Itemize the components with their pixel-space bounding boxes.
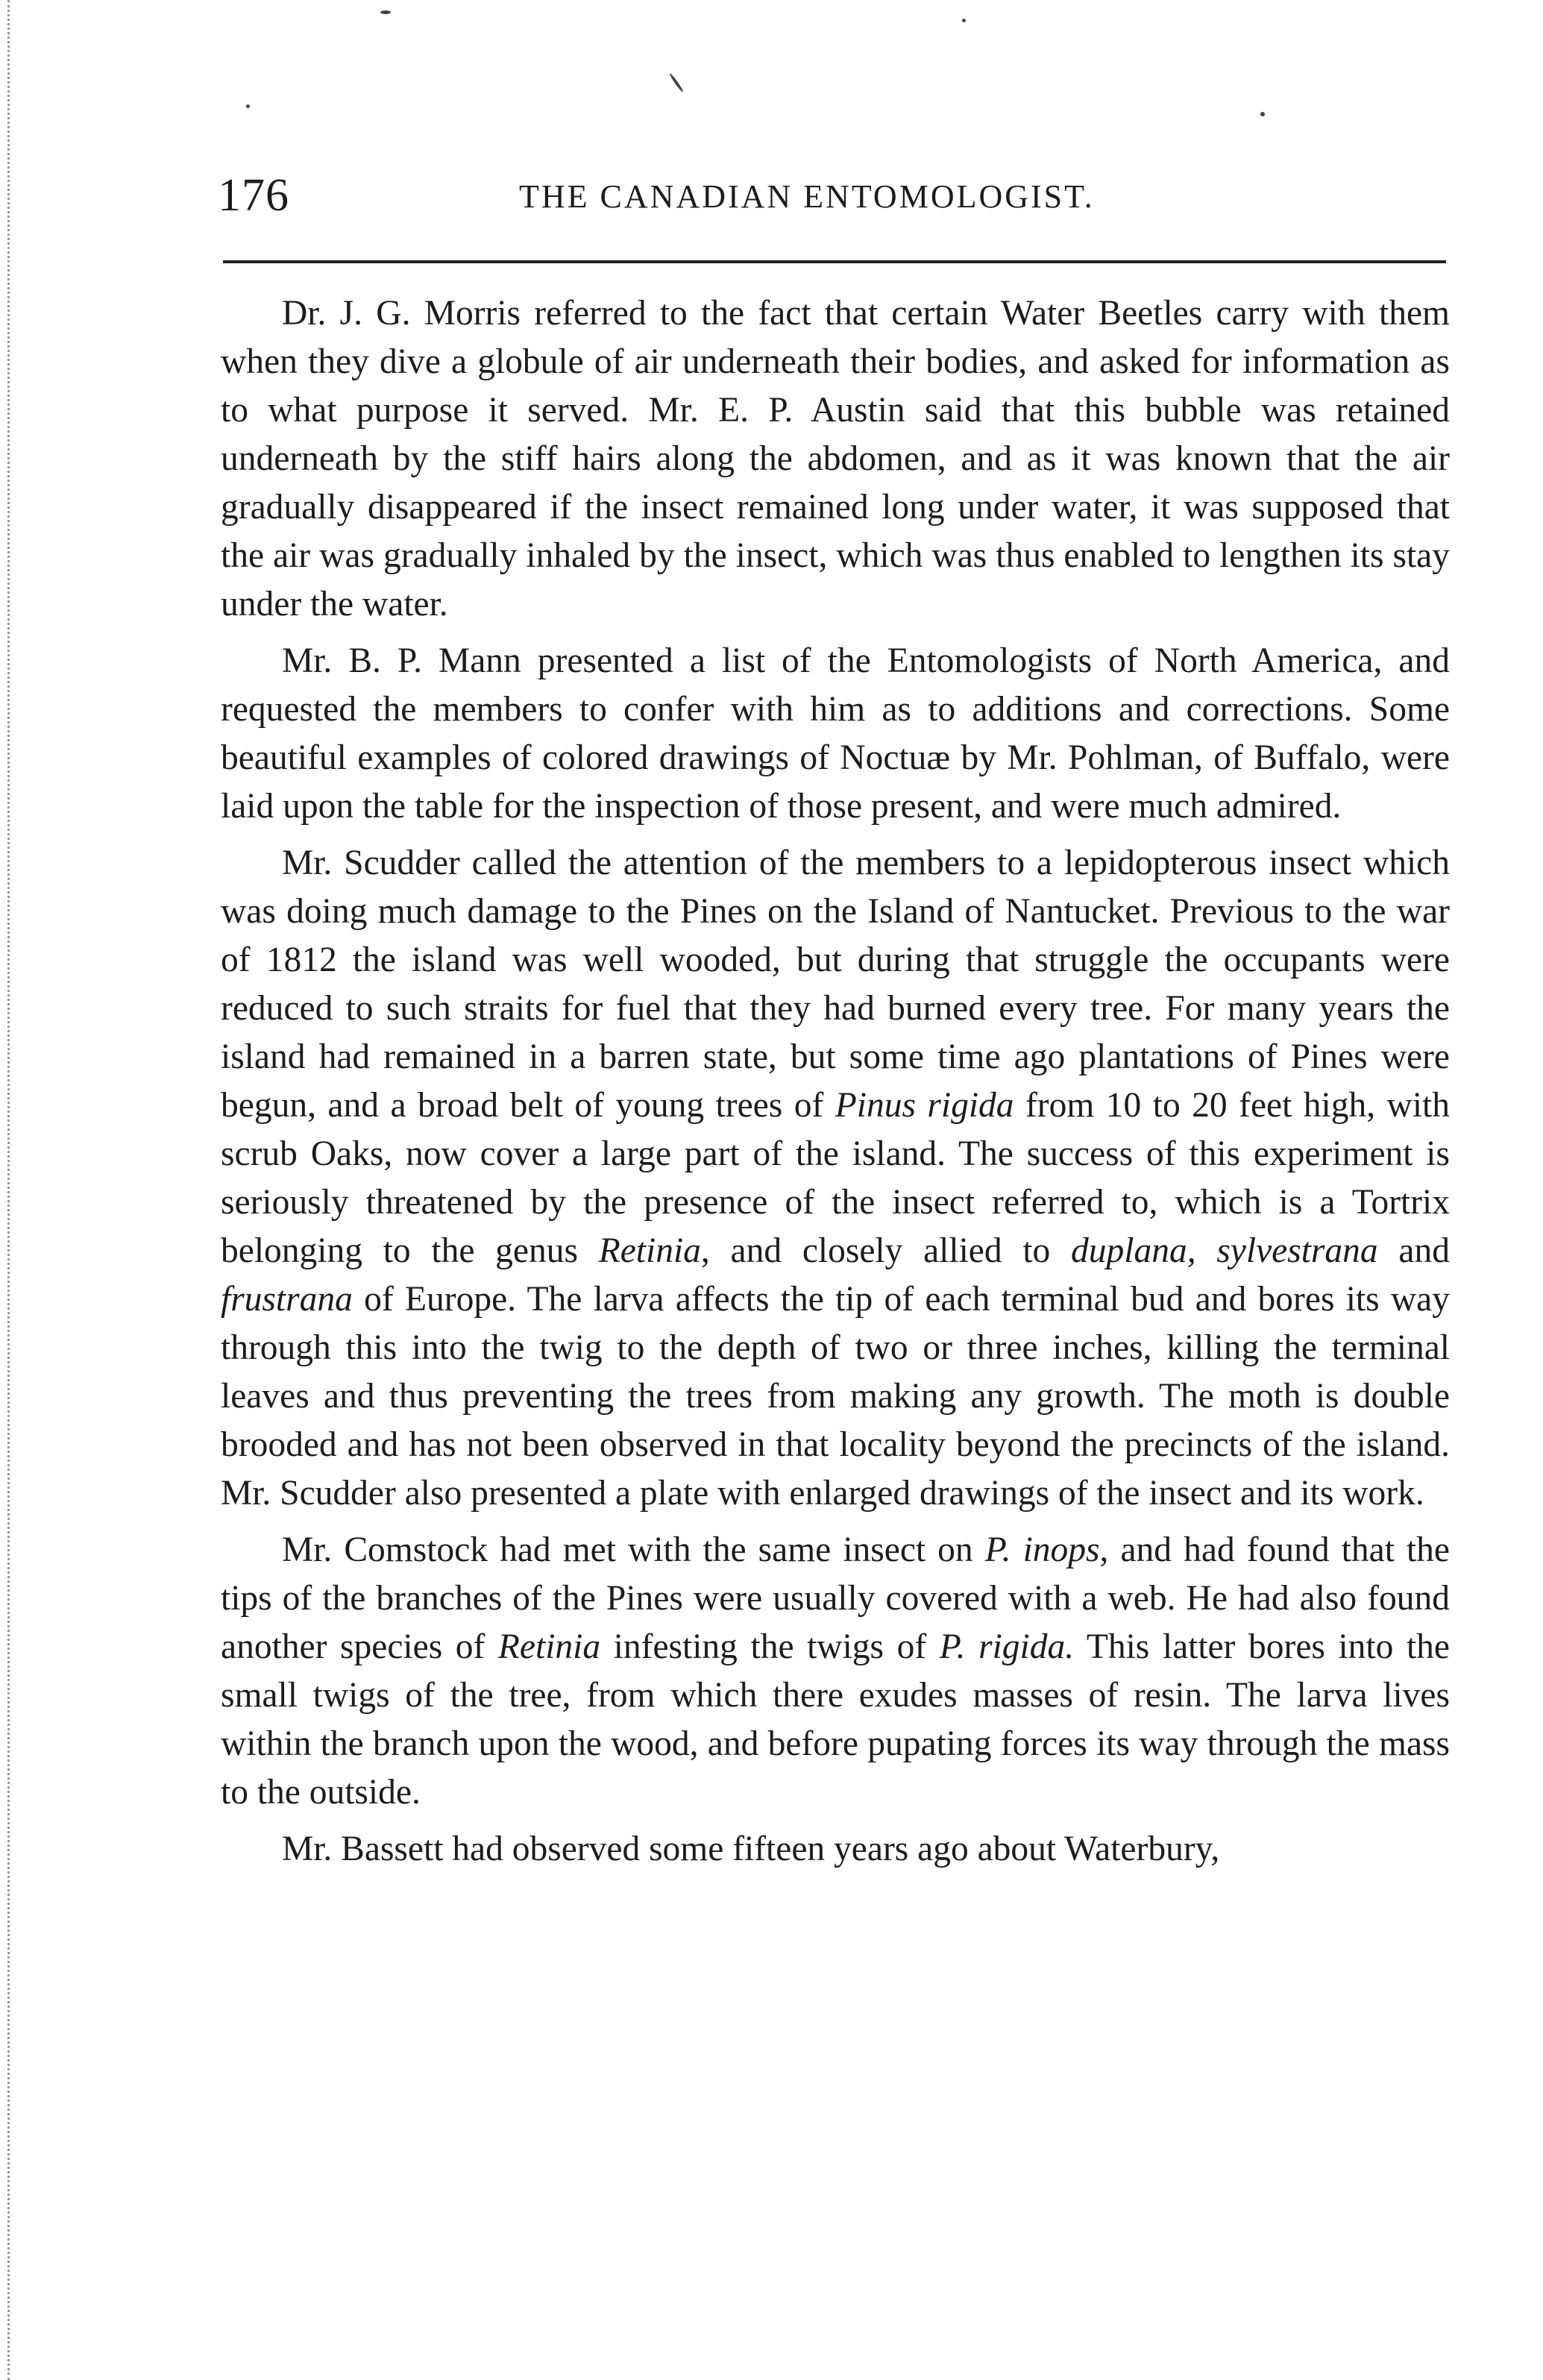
- body-paragraph: [221, 1825, 1450, 1874]
- scan-speck: [246, 104, 250, 108]
- text-run: Mr. B. P. Mann presented a list of the Entomologists of North America, and requested the members to confer with him as to additions and corrections. Some beautiful examples of colored drawings of Noctuæ by Mr. Pohlman, of Buffalo, were laid upon the table for the inspection of those present, and were much admired.: [221, 641, 1450, 826]
- text-run: of Europe. The larva affects the tip of each terminal bud and bores its way through this into the twig to the depth of two or three inches, killing the terminal leaves and thus preventing the trees from making any growth. The moth is double brooded and has not been observed in that locality beyond the precincts of the island. Mr. Scudder also presented a plate with enlarged drawings of the insect and its work.: [221, 1280, 1450, 1513]
- page-header: [218, 166, 1450, 225]
- page-number: 176: [218, 170, 289, 221]
- italic-run: Pinus rigida: [835, 1086, 1014, 1125]
- article-body: [221, 289, 1450, 1874]
- body-paragraph: [221, 839, 1450, 1518]
- italic-run: P. inops: [984, 1530, 1100, 1569]
- page-edge-shadow: [7, 0, 13, 2380]
- text-run: from 10 to 20 feet high, with scrub Oaks, now cover a large part of the island. The success of this experiment is seriously threatened by the presence of the insect referred to, which is a Tortrix belonging to the genus: [221, 1086, 1451, 1270]
- text-run: , and closely allied to: [700, 1231, 1072, 1270]
- body-paragraph: [221, 289, 1450, 629]
- italic-run: Retinia: [497, 1627, 601, 1666]
- body-paragraph: [221, 637, 1450, 831]
- scan-speck: [1260, 112, 1265, 116]
- italic-run: Retinia: [598, 1231, 701, 1270]
- text-run: and: [1377, 1231, 1450, 1270]
- text-run: This latter bores into the small twigs of the tree, from which there exudes masses of resin. The larva lives within the branch upon the wood, and before pupating forces its way through the mass to the outside.: [221, 1627, 1450, 1812]
- text-run: Mr. Bassett had observed some fifteen years ago about Waterbury,: [282, 1830, 1220, 1868]
- scan-speck: [380, 10, 391, 14]
- scan-speck: [962, 19, 966, 22]
- italic-run: duplana, sylvestrana: [1071, 1231, 1378, 1270]
- header-rule: [223, 260, 1446, 263]
- italic-run: frustrana: [221, 1280, 353, 1319]
- text-run: infesting the twigs of: [600, 1627, 940, 1666]
- text-run: Mr. Comstock had met with the same insect on: [282, 1530, 985, 1569]
- text-run: Mr. Scudder called the attention of the members to a lepidopterous insect which was doing much damage to the Pines on the Island of Nantucket. Previous to the war of 1812 the island was well wooded, but during that struggle the occupants were reduced to such straits for fuel that they had burned every tree. For many years the island had remained in a barren state, but some time ago plantations of Pines were begun, and a broad belt of young trees of: [221, 844, 1450, 1125]
- italic-run: P. rigida.: [939, 1627, 1075, 1666]
- body-paragraph: [221, 1526, 1450, 1817]
- text-run: Dr. J. G. Morris referred to the fact that certain Water Beetles carry with them when they dive a globule of air underneath their bodies, and asked for information as to what purpose it served. Mr. E. P. Austin said that this bubble was retained underneath by the stiff hairs along the abdomen, and as it was known that the air gradually disappeared if the insect remained long under water, it was supposed that the air was gradually inhaled by the insect, which was thus enabled to lengthen its stay under the water.: [221, 294, 1450, 624]
- text-run: , and had found that the tips of the branches of the Pines were usually covered with a web. He had also found another species of: [221, 1530, 1450, 1666]
- scan-speck: [669, 73, 684, 93]
- running-title: THE CANADIAN ENTOMOLOGIST.: [519, 178, 1095, 215]
